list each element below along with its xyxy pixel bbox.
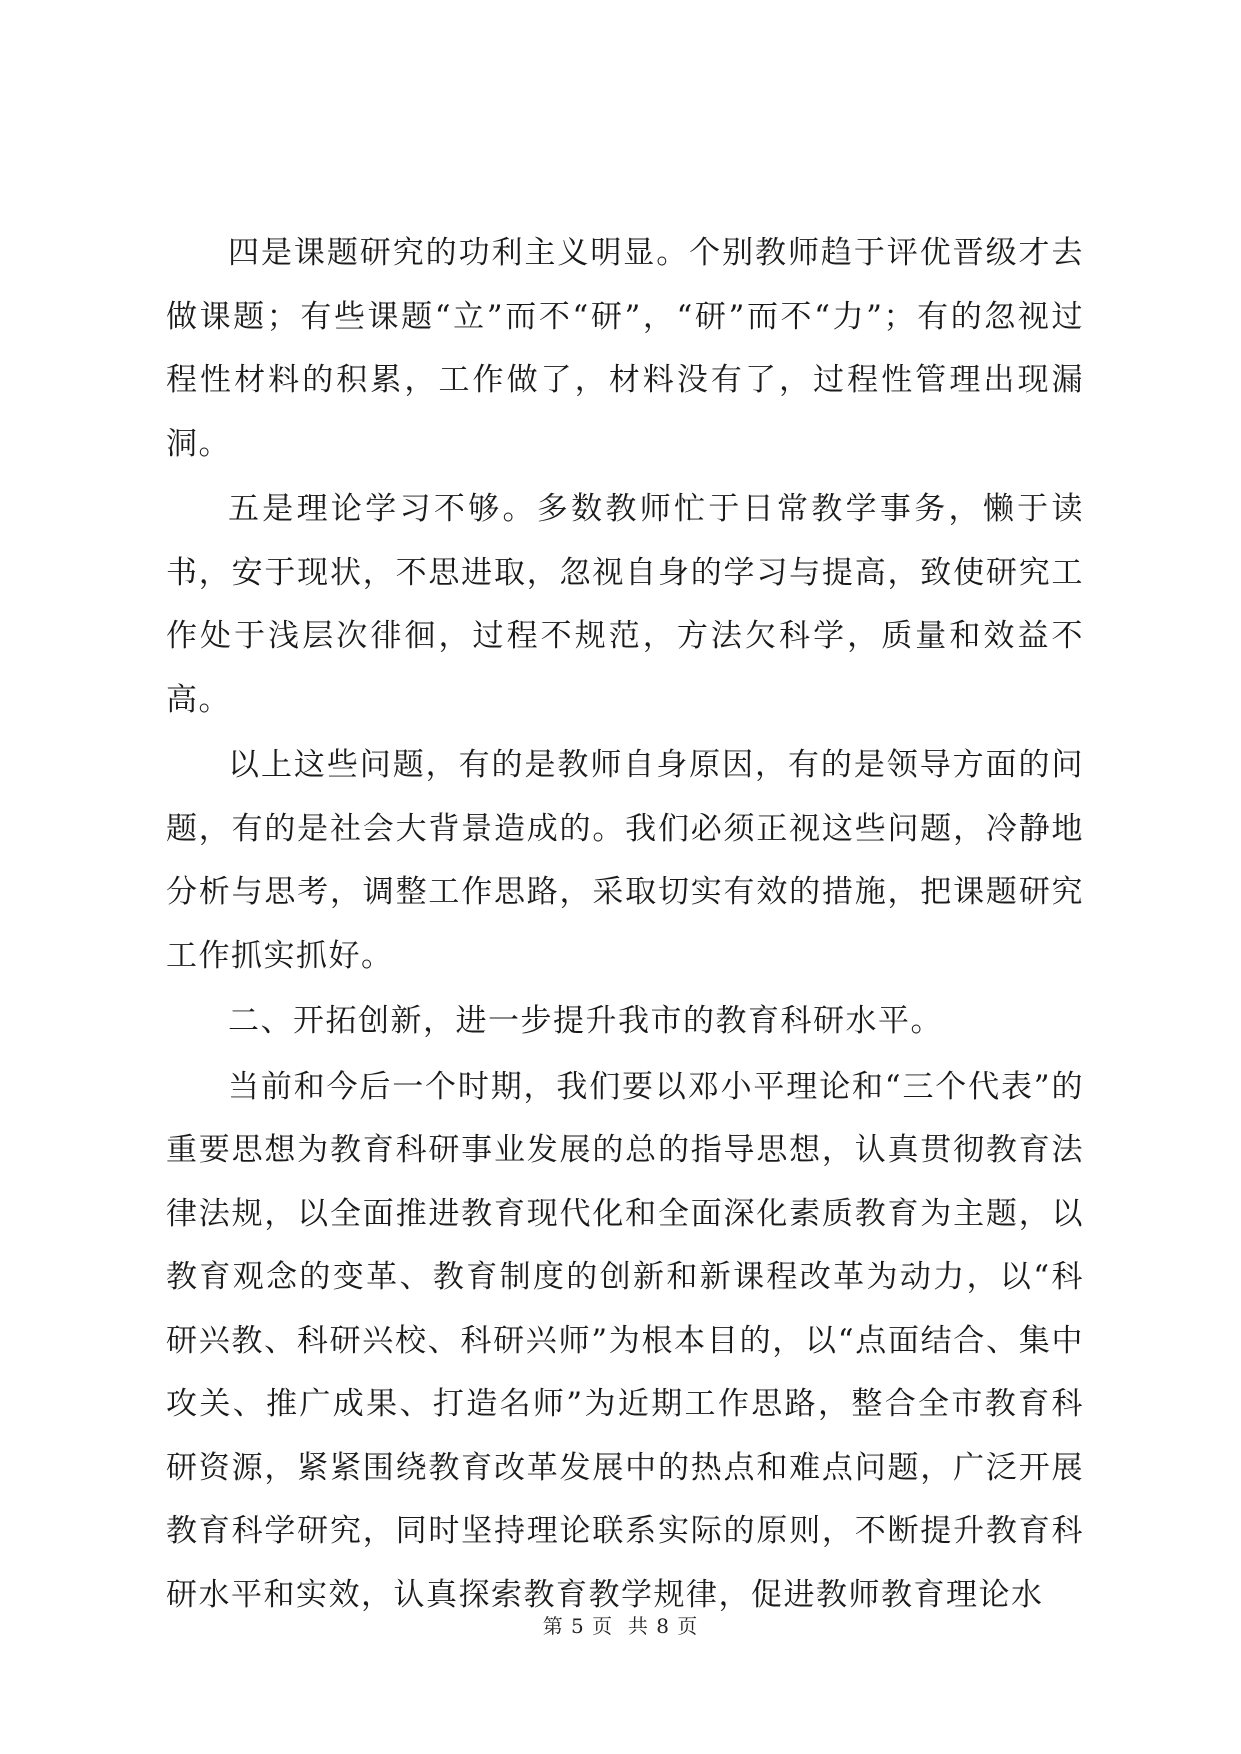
- page-footer: [0, 1612, 1241, 1640]
- document-body: [166, 222, 1084, 1629]
- paragraph-problem-four: 四是课题研究的功利主义明显。个别教师趋于评优晋级才去做课题；有些课题“立”而不“研”，“研”而不“力”；有的忽视过程性材料的积累，工作做了，材料没有了，过程性管理出现漏洞。: [166, 235, 1084, 462]
- page-number: 第 5 页 共 8 页: [542, 1614, 699, 1638]
- paragraph-problem-five: 五是理论学习不够。多数教师忙于日常教学事务，懒于读书，安于现状，不思进取，忽视自身的学习与提高，致使研究工作处于浅层次徘徊，过程不规范，方法欠科学，质量和效益不高。: [166, 491, 1084, 718]
- section-heading-innovation: 二、开拓创新，进一步提升我市的教育科研水平。: [228, 1003, 943, 1039]
- paragraph-guiding-thought: 当前和今后一个时期，我们要以邓小平理论和“三个代表”的重要思想为教育科研事业发展的总的指导思想，认真贯彻教育法律法规，以全面推进教育现代化和全面深化素质教育为主题，以教育观念的变革、教育制度的创新和新课程改革为动力，以“科研兴教、科研兴校、科研兴师”为根本目的，以“点面结合、集中攻关、推广成果、打造名师”为近期工作思路，整合全市教育科研资源，紧紧围绕教育改革发展中的热点和难点问题，广泛开展教育科学研究，同时坚持理论联系实际的原则，不断提升教育科研水平和实效，认真探索教育教学规律，促进教师教育理论水: [166, 1068, 1084, 1613]
- paragraph-problems-summary: 以上这些问题，有的是教师自身原因，有的是领导方面的问题，有的是社会大背景造成的。我们必须正视这些问题，冷静地分析与思考，调整工作思路，采取切实有效的措施，把课题研究工作抓实抓好。: [166, 747, 1084, 974]
